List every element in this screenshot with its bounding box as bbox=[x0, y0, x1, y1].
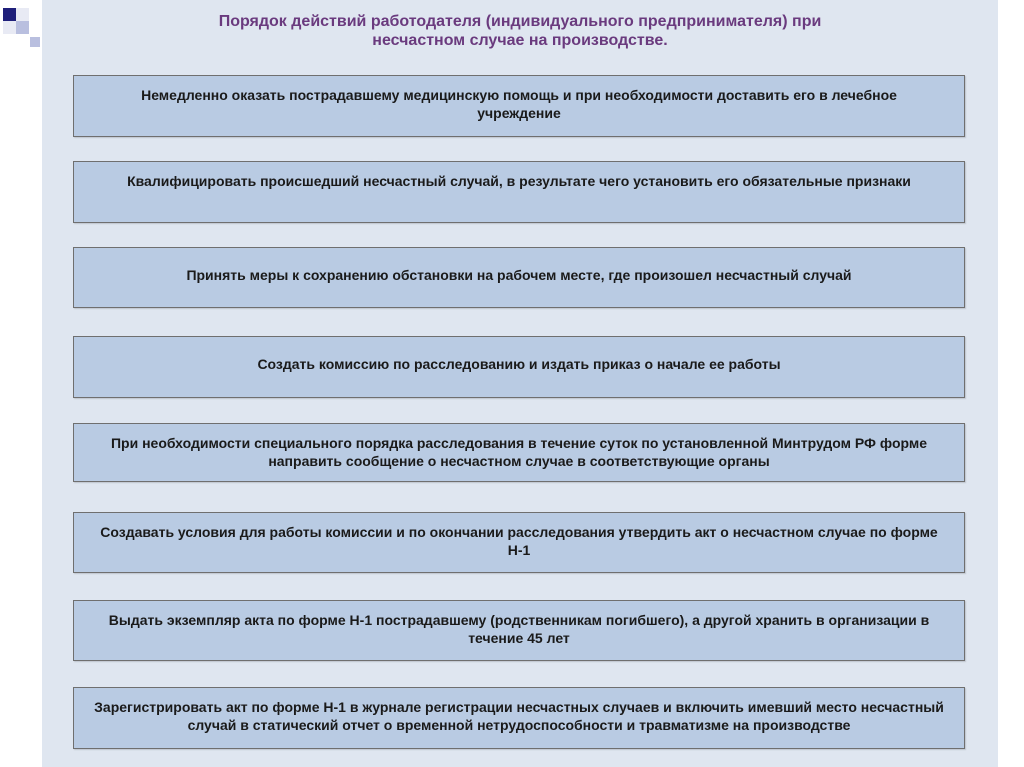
step-text: При необходимости специального порядка расследования в течение суток по установленной Минтрудом РФ форме направить сообщение о несчастном случае в соответствующие органы bbox=[110, 435, 928, 469]
step-text: Квалифицировать происшедший несчастный случай, в результате чего установить его обязательные признаки bbox=[127, 173, 911, 189]
step-box-7 bbox=[73, 600, 965, 661]
step-text: Немедленно оказать пострадавшему медицинскую помощь и при необходимости доставить его в лечебное учреждение bbox=[141, 87, 897, 121]
step-box-4 bbox=[73, 336, 965, 398]
slide-title bbox=[42, 12, 998, 50]
step-box-8 bbox=[73, 687, 965, 749]
step-text: Создать комиссию по расследованию и издать приказ о начале ее работы bbox=[257, 356, 781, 372]
decor-square bbox=[3, 21, 16, 34]
step-box-6 bbox=[73, 512, 965, 573]
decor-square bbox=[16, 21, 29, 34]
step-text: Создавать условия для работы комиссии и по окончании расследования утвердить акт о несчастном случае по форме Н-1 bbox=[100, 524, 938, 558]
decor-square bbox=[30, 37, 40, 47]
decor-square bbox=[16, 8, 29, 21]
slide bbox=[42, 0, 998, 767]
slide-title-line-2: несчастном случае на производстве. bbox=[372, 32, 668, 49]
decor-square bbox=[3, 8, 16, 21]
step-box-3 bbox=[73, 247, 965, 308]
step-box-5 bbox=[73, 423, 965, 482]
step-box-1 bbox=[73, 75, 965, 137]
step-text: Принять меры к сохранению обстановки на рабочем месте, где произошел несчастный случай bbox=[186, 267, 852, 283]
step-text: Зарегистрировать акт по форме Н-1 в журнале регистрации несчастных случаев и включить имевший место несчастный случай в статический отчет о временной нетрудоспособности и травматизме на производстве bbox=[94, 699, 944, 733]
slide-title-line-1: Порядок действий работодателя (индивидуального предпринимателя) при bbox=[218, 13, 822, 30]
step-box-2 bbox=[73, 161, 965, 223]
step-text: Выдать экземпляр акта по форме Н-1 пострадавшему (родственникам погибшего), а другой хранить в организации в течение 45 лет bbox=[108, 612, 930, 646]
